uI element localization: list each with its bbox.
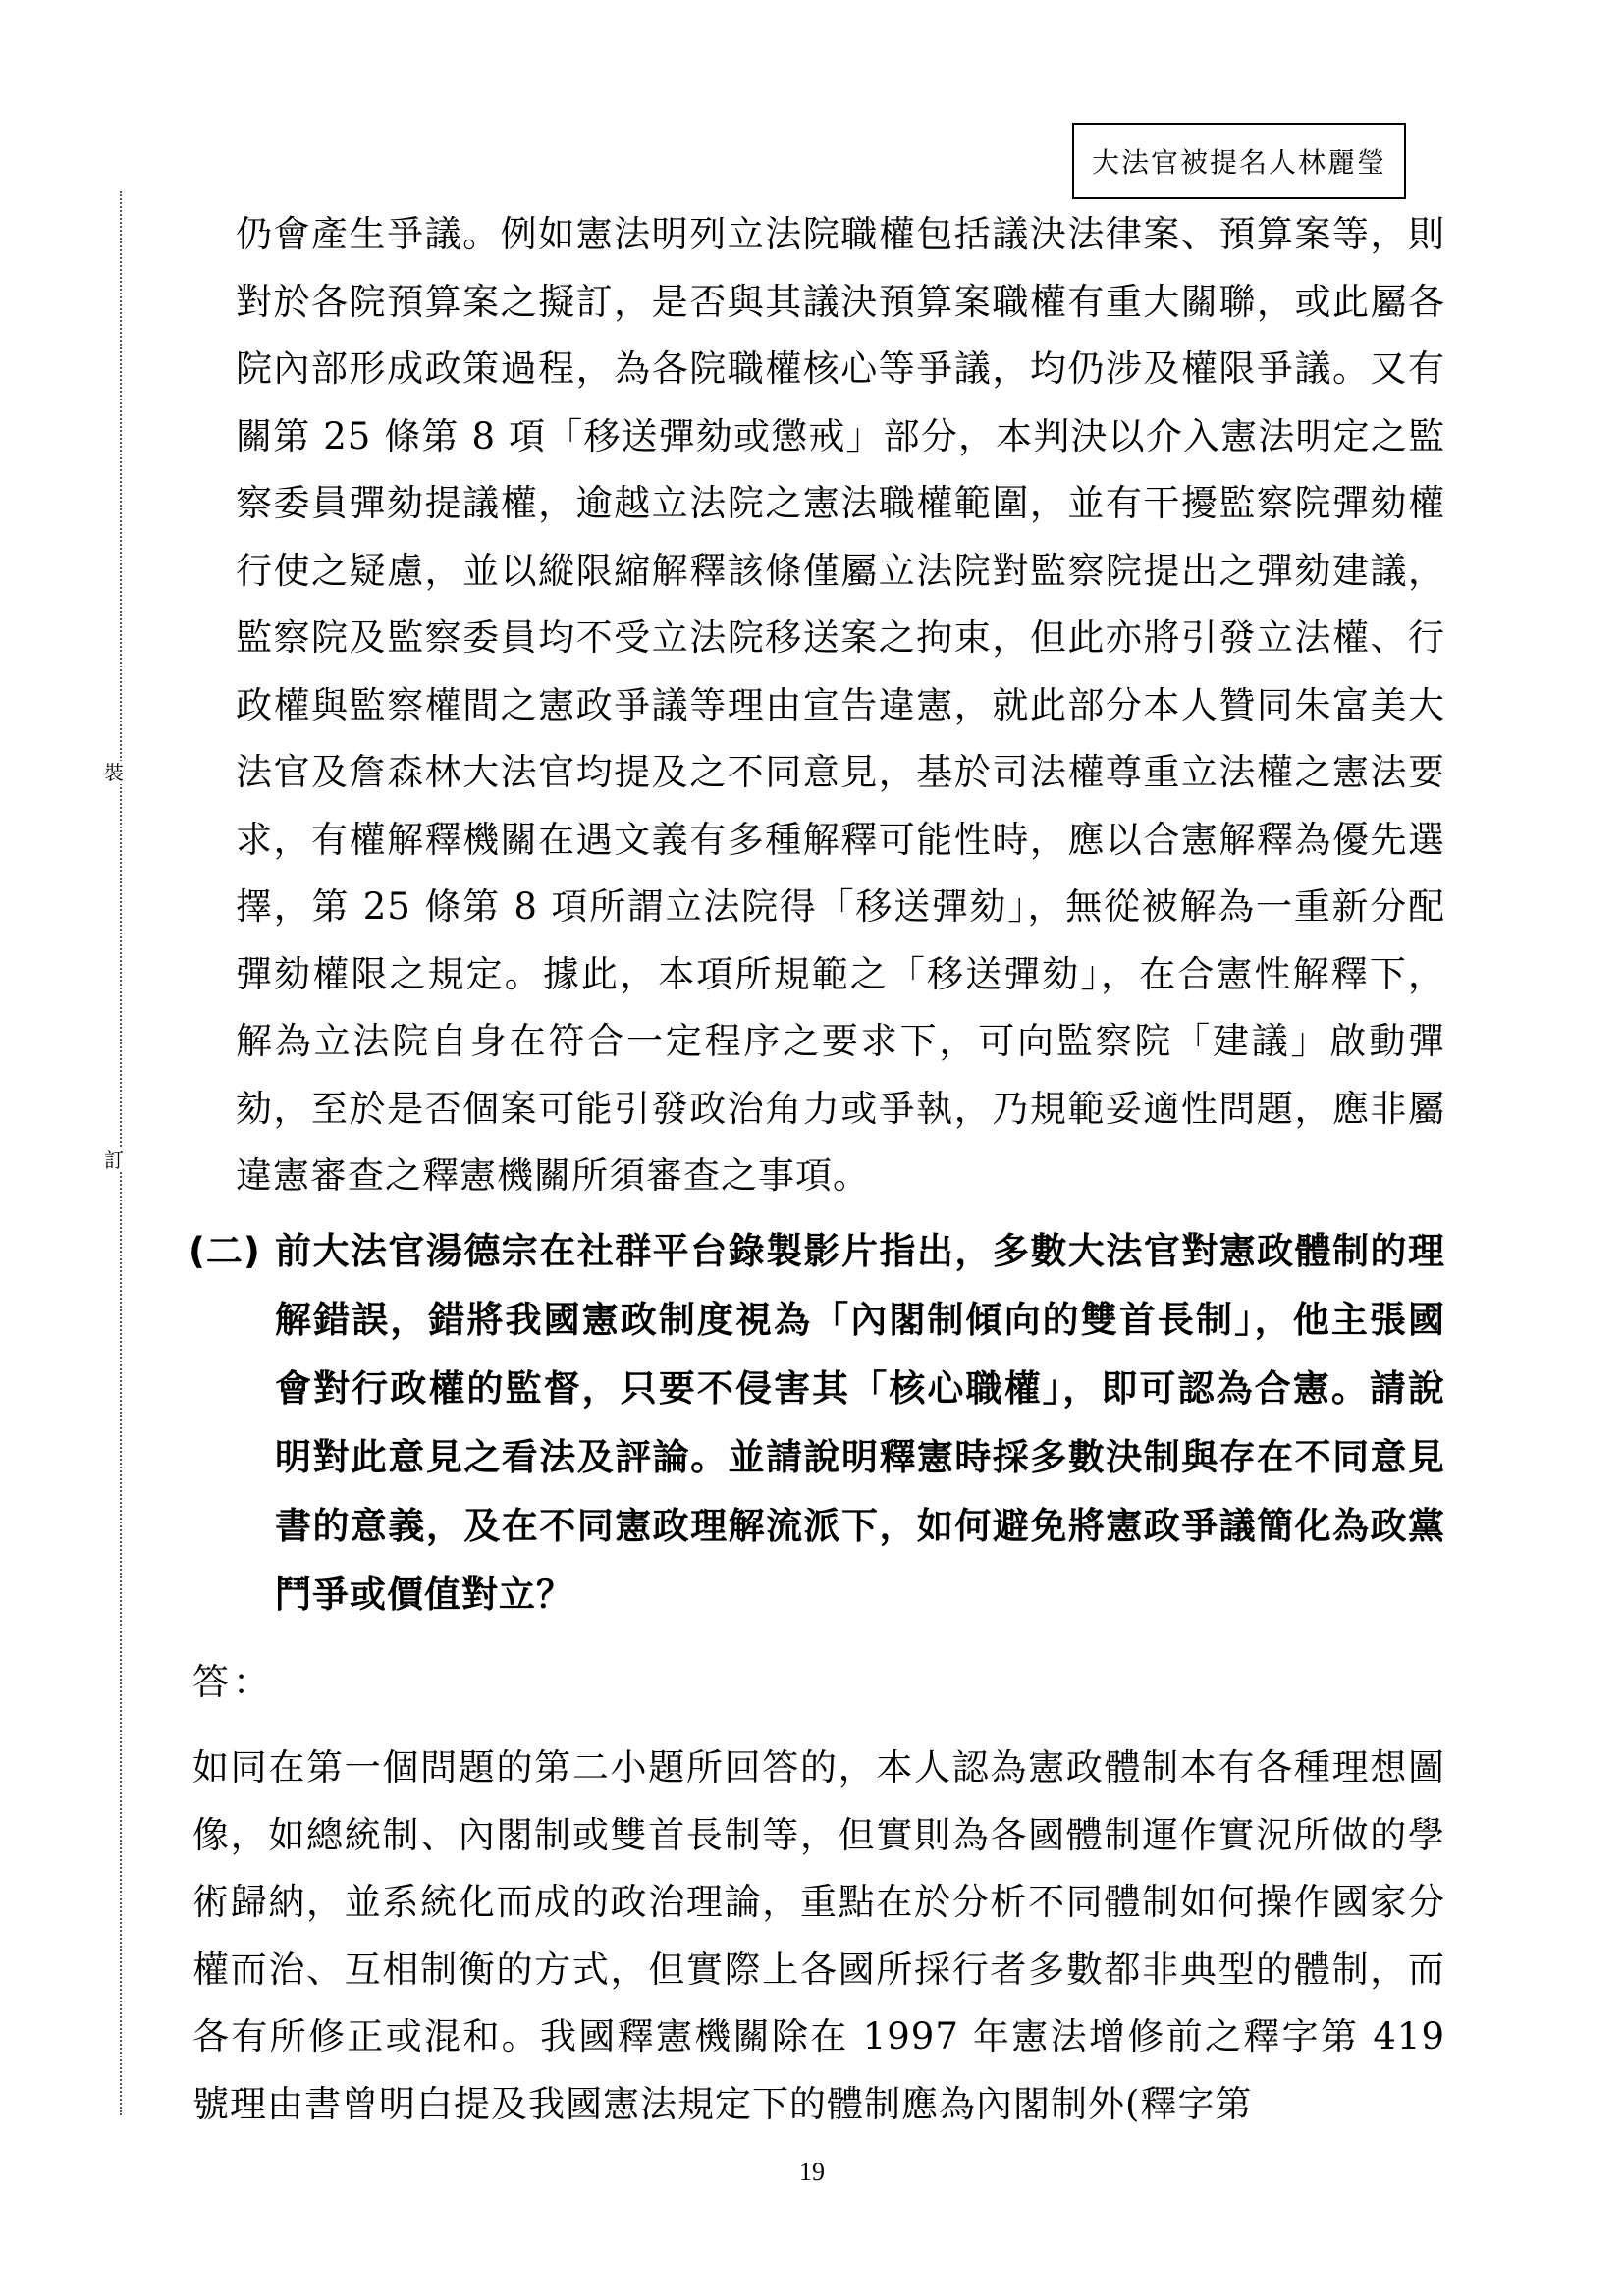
question-number: (二) xyxy=(189,1230,261,1272)
binding-mark-bottom: 訂 xyxy=(104,1148,124,1172)
page-number: 19 xyxy=(799,2158,825,2186)
body-paragraph-1: 仍會產生爭議。例如憲法明列立法院職權包括議決法律案、預算案等，則對於各院預算案之擬訂，是否與其議決預算案職權有重大關聯，或此屬各院內部形成政策過程，為各院職權核心等爭議，均仍涉及權限爭議。又有關第 25 條第 8 項「移送彈劾或懲戒」部分，本判決以介入憲法明定之監察委員彈劾提議權，逾越立法院之憲法職權範圍，並有干擾監察院彈劾權行使之疑慮，並以縱限縮解釋該條僅屬立法院對監察院提出之彈劾建議，監察院及監察委員均不受立法院移送案之拘束，但此亦將引發立法權、行政權與監察權間之憲政爭議等理由宣告違憲，就此部分本人贊同朱富美大法官及詹森林大法官均提及之不同意見，基於司法權尊重立法權之憲法要求，有權解釋機關在遇文義有多種解釋可能性時，應以合憲解釋為優先選擇，第 25 條第 8 項所謂立法院得「移送彈劾」，無從被解為一重新分配彈劾權限之規定。據此，本項所規範之「移送彈劾」，在合憲性解釋下，解為立法院自身在符合一定程序之要求下，可向監察院「建議」啟動彈劾，至於是否個案可能引發政治角力或爭執，乃規範妥適性問題，應非屬違憲審查之釋憲機關所須審查之事項。 xyxy=(236,213,1445,1197)
question-block xyxy=(189,1217,1445,1629)
question-text: 前大法官湯德宗在社群平台錄製影片指出，多數大法官對憲政體制的理解錯誤，錯將我國憲政制度視為「內閣制傾向的雙首長制」，他主張國會對行政權的監督，只要不侵害其「核心職權」，即可認為合憲。請說明對此意見之看法及評論。並請說明釋憲時採多數決制與存在不同意見書的意義，及在不同憲政理解流派下，如何避免將憲政爭議簡化為政黨鬥爭或價值對立？ xyxy=(275,1230,1445,1616)
document-header-title: 大法官被提名人林麗瑩 xyxy=(1072,123,1406,199)
answer-label: 答： xyxy=(192,1661,273,1703)
binding-mark-top: 裝 xyxy=(104,761,124,784)
answer-paragraph: 如同在第一個問題的第二小題所回答的，本人認為憲政體制本有各種理想圖像，如總統制、內閣制或雙首長制等，但實則為各國體制運作實況所做的學術歸納，並系統化而成的政治理論，重點在於分析不同體制如何操作國家分權而治、互相制衡的方式，但實際上各國所採行者多數都非典型的體制，而各有所修正或混和。我國釋憲機關除在 1997 年憲法增修前之釋字第 419 號理由書曾明白提及我國憲法規定下的體制應為內閣制外(釋字第 xyxy=(192,1746,1445,2125)
